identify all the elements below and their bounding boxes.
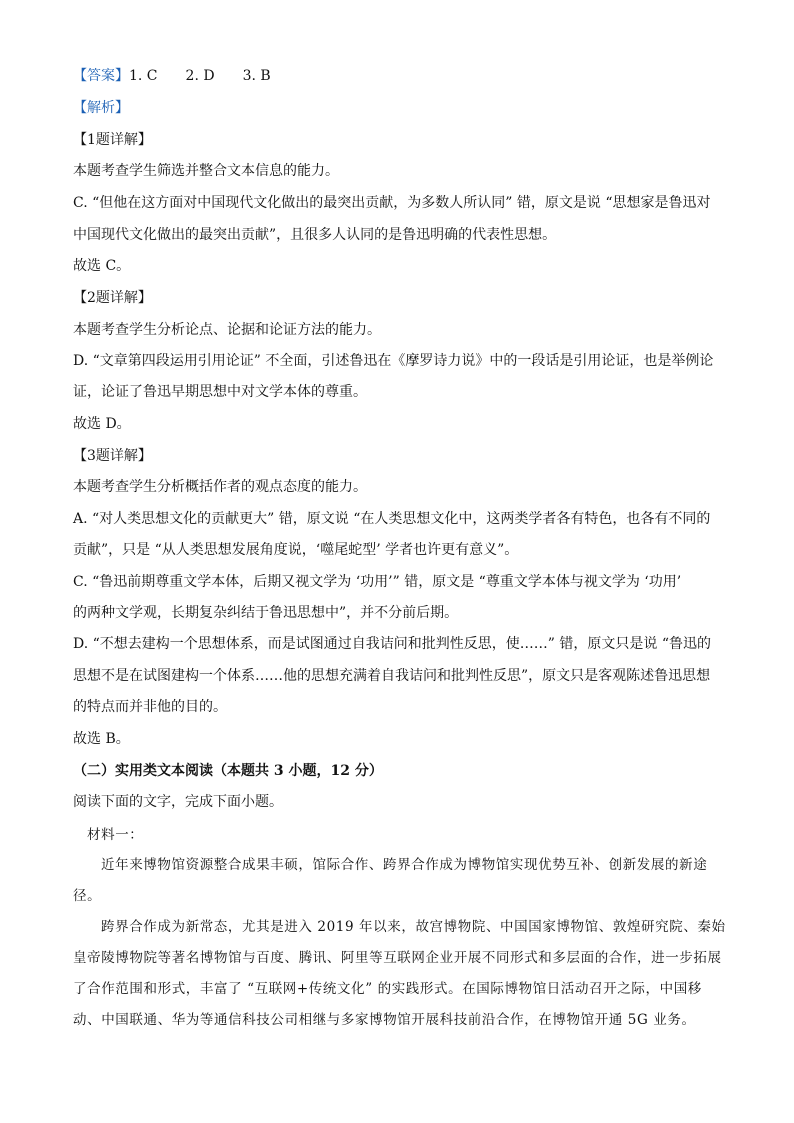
material-label: 材料一： bbox=[87, 827, 144, 843]
q1-line2: 中国现代文化做出的最突出贡献”，且很多人认同的是鲁迅明确的代表性思想。 bbox=[73, 227, 557, 243]
answer-item-2: 2. D bbox=[185, 68, 215, 84]
q3-conclusion: 故选 B。 bbox=[73, 731, 130, 747]
q2-line2: 证，论证了鲁迅早期思想中对文学本体的尊重。 bbox=[73, 384, 367, 400]
q3-option-c-line1: C. “鲁迅前期尊重文学本体，后期又视文学为 ‘功用’” 错，原文是 “尊重文学本体与视文学为 ‘功用’ bbox=[73, 574, 682, 590]
material-p2-line4: 动、中国联通、华为等通信科技公司相继与多家博物馆开展科技前沿合作，在博物馆开通 5G 业务。 bbox=[73, 1012, 696, 1028]
material-p1-line2: 径。 bbox=[73, 888, 102, 904]
answer-item-1: 1. C bbox=[129, 68, 158, 84]
q1-line1: C. “但他在这方面对中国现代文化做出的最突出贡献，为多数人所认同” 错，原文是说 “思想家是鲁迅对 bbox=[73, 195, 711, 211]
q3-option-d-line1: D. “不想去建构一个思想体系，而是试图通过自我诘问和批判性反思，使……” 错，原文只是说 “鲁迅的 bbox=[73, 636, 711, 652]
q3-intro: 本题考查学生分析概括作者的观点态度的能力。 bbox=[73, 479, 367, 495]
q3-option-a-line1: A. “对人类思想文化的贡献更大” 错，原文说 “在人类思想文化中，这两类学者各有特色，也各有不同的 bbox=[73, 511, 711, 527]
q1-heading: 【1题详解】 bbox=[73, 132, 152, 148]
section-instruction: 阅读下面的文字，完成下面小题。 bbox=[73, 794, 283, 810]
q2-line1: D. “文章第四段运用引用论证” 不全面，引述鲁迅在《摩罗诗力说》中的一段话是引用论证，也是举例论 bbox=[73, 353, 714, 369]
q3-option-c-line2: 的两种文学观，长期复杂纠结于鲁迅思想中”，并不分前后期。 bbox=[73, 605, 459, 621]
q2-heading: 【2题详解】 bbox=[73, 290, 152, 306]
q2-conclusion: 故选 D。 bbox=[73, 416, 131, 432]
material-p1-line1: 近年来博物馆资源整合成果丰硕，馆际合作、跨界合作成为博物馆实现优势互补、创新发展的新途 bbox=[101, 857, 708, 873]
q3-option-d-line2: 思想不是在试图建构一个体系……他的思想充满着自我诘问和批判性反思”，原文只是客观陈述鲁迅思想 bbox=[73, 668, 711, 684]
analysis-label: 【解析】 bbox=[73, 100, 129, 116]
q1-conclusion: 故选 C。 bbox=[73, 258, 131, 274]
answer-item-3: 3. B bbox=[242, 68, 271, 84]
material-p2-line3: 了合作范围和形式，丰富了 “互联网+传统文化” 的实践形式。在国际博物馆日活动召开之际，中国移 bbox=[73, 981, 702, 997]
material-p2-line1: 跨界合作成为新常态，尤其是进入 2019 年以来，故宫博物院、中国国家博物馆、敦煌研究院、秦始 bbox=[101, 919, 726, 935]
q2-intro: 本题考查学生分析论点、论据和论证方法的能力。 bbox=[73, 322, 381, 338]
q3-option-a-line2: 贡献”，只是 “从人类思想发展角度说，‘噬尾蛇型’ 学者也许更有意义”。 bbox=[73, 542, 519, 558]
answer-prefix: 【答案】 bbox=[73, 68, 129, 84]
material-p2-line2: 皇帝陵博物院等著名博物馆与百度、腾讯、阿里等互联网企业开展不同形式和多层面的合作，进一步拓展 bbox=[73, 950, 722, 966]
section-title: （二）实用类文本阅读（本题共 3 小题，12 分） bbox=[73, 763, 383, 779]
q3-heading: 【3题详解】 bbox=[73, 448, 152, 464]
q3-option-d-line3: 的特点而并非他的目的。 bbox=[73, 699, 227, 715]
q1-intro: 本题考查学生筛选并整合文本信息的能力。 bbox=[73, 163, 339, 179]
answer-line bbox=[73, 66, 723, 86]
